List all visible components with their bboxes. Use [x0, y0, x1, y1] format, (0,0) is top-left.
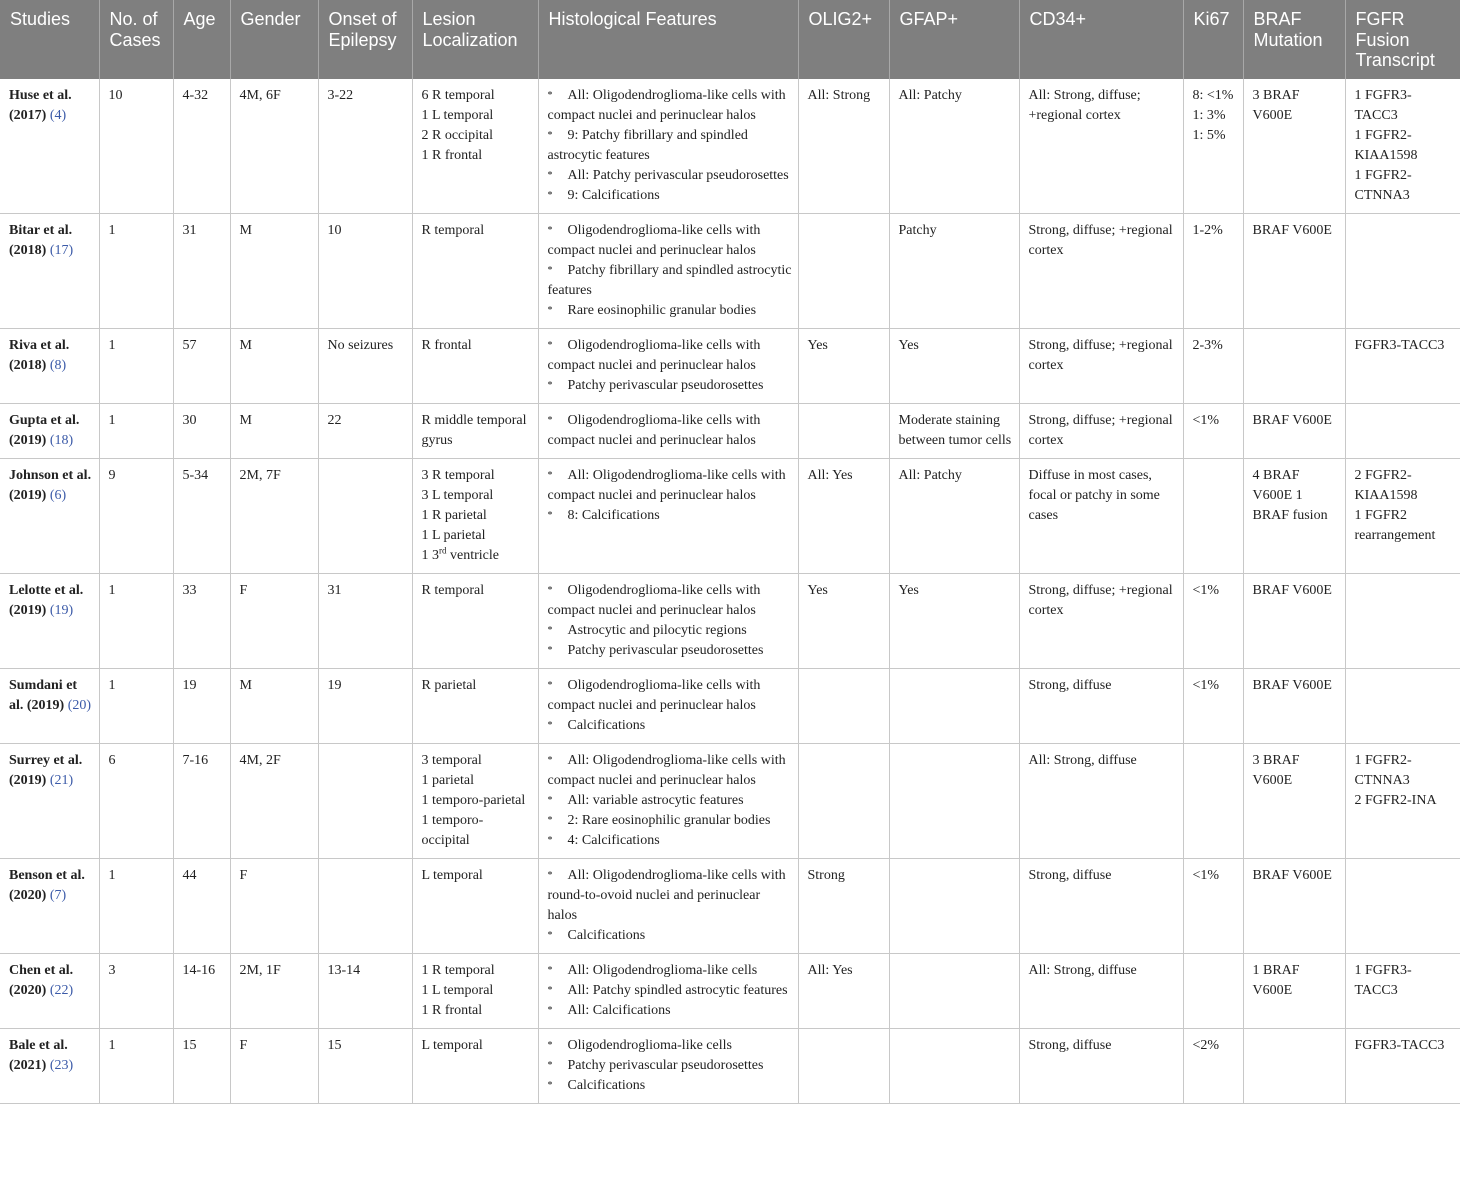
- cd34-cell: Strong, diffuse; +regional cortex: [1019, 404, 1183, 459]
- cell-line: 6 R temporal: [421, 88, 495, 103]
- bullet-icon: *: [547, 510, 553, 521]
- age-cell: 15: [173, 1029, 230, 1104]
- bullet-icon: *: [547, 265, 553, 276]
- onset-cell: 15: [318, 1029, 412, 1104]
- cases-cell: 1: [99, 329, 173, 404]
- header-olig2: OLIG2+: [798, 0, 889, 79]
- bullet-item: * Patchy perivascular pseudorosettes: [548, 641, 792, 661]
- header-row: [0, 0, 1460, 79]
- table-row: [0, 329, 1460, 404]
- cases-cell: 3: [99, 954, 173, 1029]
- ki67-cell: [1183, 459, 1243, 574]
- lesion-cell: [412, 954, 538, 1029]
- bullet-item: * Oligodendroglioma-like cells: [548, 1036, 792, 1056]
- cell-line: R parietal: [421, 678, 477, 693]
- cell-line: 1 FGFR3-TACC3: [1354, 963, 1412, 998]
- ki67-cell: [1183, 574, 1243, 669]
- bullet-icon: *: [547, 190, 553, 201]
- braf-cell: BRAF V600E: [1243, 574, 1345, 669]
- bullet-item: * 8: Calcifications: [548, 506, 792, 526]
- onset-cell: 22: [318, 404, 412, 459]
- age-cell: 14-16: [173, 954, 230, 1029]
- bullet-icon: *: [547, 680, 553, 691]
- bullet-icon: *: [547, 835, 553, 846]
- fgfr-cell: [1345, 329, 1460, 404]
- bullet-item: * Patchy fibrillary and spindled astrocytic features: [547, 263, 792, 298]
- cell-line: <1%: [1192, 413, 1220, 428]
- age-cell: 33: [173, 574, 230, 669]
- cell-line: 1 L parietal: [421, 528, 486, 543]
- cell-line: 1-2%: [1192, 223, 1223, 238]
- histology-cell: [538, 954, 798, 1029]
- table-row: [0, 574, 1460, 669]
- table-row: [0, 1029, 1460, 1104]
- olig2-cell: Yes: [798, 574, 889, 669]
- reference-link[interactable]: (22): [49, 983, 74, 998]
- bullet-icon: *: [547, 965, 553, 976]
- table-row: [0, 669, 1460, 744]
- study-name: Surrey et al. (2019): [9, 753, 83, 788]
- cases-cell: 1: [99, 574, 173, 669]
- cases-cell: 1: [99, 669, 173, 744]
- bullet-item: * Oligodendroglioma-like cells with compact nuclei and perinuclear halos: [547, 678, 761, 713]
- study-cell: [0, 744, 99, 859]
- lesion-cell: [412, 329, 538, 404]
- cases-cell: 1: [99, 1029, 173, 1104]
- study-name: Huse et al. (2017): [9, 88, 72, 123]
- bullet-item: * Calcifications: [548, 1076, 792, 1096]
- cd34-cell: Diffuse in most cases, focal or patchy in some cases: [1019, 459, 1183, 574]
- reference-link[interactable]: (19): [49, 603, 74, 618]
- bullet-icon: *: [547, 870, 553, 881]
- reference-link[interactable]: (17): [49, 243, 74, 258]
- onset-cell: No seizures: [318, 329, 412, 404]
- bullet-icon: *: [547, 815, 553, 826]
- bullet-item: * 9: Patchy fibrillary and spindled astrocytic features: [547, 128, 748, 163]
- bullet-item: * All: Patchy spindled astrocytic features: [548, 981, 792, 1001]
- gender-cell: F: [230, 574, 318, 669]
- braf-cell: [1243, 329, 1345, 404]
- study-cell: [0, 329, 99, 404]
- cell-line: 3 temporal: [421, 753, 482, 768]
- braf-cell: BRAF V600E: [1243, 404, 1345, 459]
- fgfr-cell: [1345, 954, 1460, 1029]
- cd34-cell: All: Strong, diffuse: [1019, 744, 1183, 859]
- reference-link[interactable]: (20): [67, 698, 92, 713]
- bullet-icon: *: [547, 1005, 553, 1016]
- fgfr-cell: [1345, 79, 1460, 214]
- cell-line: 1 temporo-occipital: [421, 813, 484, 848]
- table-row: [0, 79, 1460, 214]
- age-cell: 44: [173, 859, 230, 954]
- cell-line: <1%: [1192, 678, 1220, 693]
- bullet-item: * 2: Rare eosinophilic granular bodies: [548, 811, 792, 831]
- bullet-item: * Calcifications: [548, 716, 792, 736]
- olig2-cell: [798, 669, 889, 744]
- cell-line: 1 L temporal: [421, 983, 494, 998]
- header-cd34: CD34+: [1019, 0, 1183, 79]
- study-cell: [0, 459, 99, 574]
- fgfr-cell: [1345, 1029, 1460, 1104]
- gfap-cell: Yes: [889, 574, 1019, 669]
- olig2-cell: [798, 214, 889, 329]
- cell-line: 1 R temporal: [421, 963, 495, 978]
- bullet-item: * 9: Calcifications: [548, 186, 792, 206]
- gender-cell: M: [230, 214, 318, 329]
- table-row: [0, 214, 1460, 329]
- cd34-cell: Strong, diffuse: [1019, 859, 1183, 954]
- braf-cell: BRAF V600E: [1243, 669, 1345, 744]
- gfap-cell: Patchy: [889, 214, 1019, 329]
- bullet-item: * All: Oligodendroglioma-like cells with compact nuclei and perinuclear halos: [547, 468, 786, 503]
- header-gfap: GFAP+: [889, 0, 1019, 79]
- study-name: Bitar et al. (2018): [9, 223, 73, 258]
- ki67-cell: [1183, 1029, 1243, 1104]
- cases-cell: 6: [99, 744, 173, 859]
- lesion-cell: [412, 669, 538, 744]
- study-name: Sumdani et al. (2019): [9, 678, 78, 713]
- study-cell: [0, 1029, 99, 1104]
- age-cell: 30: [173, 404, 230, 459]
- olig2-cell: All: Strong: [798, 79, 889, 214]
- lesion-cell: [412, 574, 538, 669]
- ki67-cell: [1183, 744, 1243, 859]
- gfap-cell: All: Patchy: [889, 459, 1019, 574]
- header-studies: Studies: [0, 0, 99, 79]
- superscript: rd: [439, 545, 447, 556]
- cd34-cell: Strong, diffuse; +regional cortex: [1019, 329, 1183, 404]
- cell-line: R frontal: [421, 338, 472, 353]
- gender-cell: F: [230, 859, 318, 954]
- study-name: Bale et al. (2021): [9, 1038, 68, 1073]
- gender-cell: M: [230, 669, 318, 744]
- cell-line: 1 FGFR2-CTNNA3: [1354, 753, 1412, 788]
- cell-line: L temporal: [421, 868, 483, 883]
- histology-cell: [538, 1029, 798, 1104]
- age-cell: 7-16: [173, 744, 230, 859]
- onset-cell: 19: [318, 669, 412, 744]
- gender-cell: F: [230, 1029, 318, 1104]
- olig2-cell: All: Yes: [798, 459, 889, 574]
- header-braf: BRAF Mutation: [1243, 0, 1345, 79]
- bullet-icon: *: [547, 720, 553, 731]
- gender-cell: 4M, 6F: [230, 79, 318, 214]
- cases-cell: 1: [99, 404, 173, 459]
- age-cell: 5-34: [173, 459, 230, 574]
- fgfr-cell: [1345, 859, 1460, 954]
- cell-line: 1 FGFR2 rearrangement: [1354, 508, 1436, 543]
- histology-cell: [538, 574, 798, 669]
- study-name: Chen et al. (2020): [9, 963, 74, 998]
- bullet-icon: *: [547, 1080, 553, 1091]
- histology-cell: [538, 404, 798, 459]
- age-cell: 4-32: [173, 79, 230, 214]
- cell-line: 8: <1%: [1192, 88, 1234, 103]
- bullet-item: * Patchy perivascular pseudorosettes: [548, 376, 792, 396]
- age-cell: 57: [173, 329, 230, 404]
- onset-cell: [318, 459, 412, 574]
- bullet-icon: *: [547, 305, 553, 316]
- fgfr-cell: [1345, 744, 1460, 859]
- reference-link[interactable]: (8): [49, 358, 67, 373]
- lesion-cell: [412, 404, 538, 459]
- bullet-item: * All: variable astrocytic features: [548, 791, 792, 811]
- study-cell: [0, 79, 99, 214]
- gfap-cell: Yes: [889, 329, 1019, 404]
- fgfr-cell: [1345, 669, 1460, 744]
- table-row: [0, 459, 1460, 574]
- cd34-cell: All: Strong, diffuse; +regional cortex: [1019, 79, 1183, 214]
- bullet-icon: *: [547, 625, 553, 636]
- ki67-cell: [1183, 669, 1243, 744]
- header-cases: No. of Cases: [99, 0, 173, 79]
- histology-cell: [538, 744, 798, 859]
- gfap-cell: [889, 954, 1019, 1029]
- olig2-cell: Strong: [798, 859, 889, 954]
- cell-line: FGFR3-TACC3: [1354, 1038, 1445, 1053]
- study-name: Johnson et al. (2019): [9, 468, 92, 503]
- olig2-cell: Yes: [798, 329, 889, 404]
- bullet-icon: *: [547, 1060, 553, 1071]
- cell-line: <2%: [1192, 1038, 1220, 1053]
- bullet-icon: *: [547, 585, 553, 596]
- gender-cell: 2M, 1F: [230, 954, 318, 1029]
- fgfr-cell: [1345, 459, 1460, 574]
- gfap-cell: All: Patchy: [889, 79, 1019, 214]
- gfap-cell: Moderate staining between tumor cells: [889, 404, 1019, 459]
- cell-line: R temporal: [421, 223, 485, 238]
- onset-cell: 3-22: [318, 79, 412, 214]
- braf-cell: 3 BRAF V600E: [1243, 744, 1345, 859]
- bullet-item: * All: Oligodendroglioma-like cells with compact nuclei and perinuclear halos: [547, 753, 786, 788]
- bullet-item: * 4: Calcifications: [548, 831, 792, 851]
- bullet-icon: *: [547, 340, 553, 351]
- gfap-cell: [889, 744, 1019, 859]
- cell-line: 1 temporo-parietal: [421, 793, 526, 808]
- bullet-icon: *: [547, 225, 553, 236]
- histology-cell: [538, 329, 798, 404]
- lesion-cell: [412, 859, 538, 954]
- cell-line: 3 R temporal: [421, 468, 495, 483]
- olig2-cell: [798, 744, 889, 859]
- reference-link[interactable]: (18): [49, 433, 74, 448]
- age-cell: 31: [173, 214, 230, 329]
- bullet-item: * All: Patchy perivascular pseudorosettes: [548, 166, 792, 186]
- cell-line: <1%: [1192, 868, 1220, 883]
- reference-link[interactable]: (23): [49, 1058, 74, 1073]
- cd34-cell: All: Strong, diffuse: [1019, 954, 1183, 1029]
- olig2-cell: [798, 404, 889, 459]
- cell-line: 1 R frontal: [421, 148, 483, 163]
- cell-line: 1 L temporal: [421, 108, 494, 123]
- bullet-icon: *: [547, 470, 553, 481]
- onset-cell: [318, 744, 412, 859]
- bullet-item: * Astrocytic and pilocytic regions: [548, 621, 792, 641]
- cell-line: 1 FGFR2-KIAA1598: [1354, 128, 1418, 163]
- lesion-cell: [412, 459, 538, 574]
- cell-line: 2 R occipital: [421, 128, 494, 143]
- gfap-cell: [889, 669, 1019, 744]
- gender-cell: 2M, 7F: [230, 459, 318, 574]
- cell-line: 1 3rd ventricle: [421, 545, 499, 563]
- ki67-cell: [1183, 859, 1243, 954]
- cd34-cell: Strong, diffuse; +regional cortex: [1019, 574, 1183, 669]
- gfap-cell: [889, 1029, 1019, 1104]
- bullet-item: * All: Oligodendroglioma-like cells with round-to-ovoid nuclei and perinuclear halos: [547, 868, 786, 923]
- header-gender: Gender: [230, 0, 318, 79]
- bullet-item: * Rare eosinophilic granular bodies: [548, 301, 792, 321]
- histology-cell: [538, 214, 798, 329]
- bullet-icon: *: [547, 795, 553, 806]
- study-name: Gupta et al. (2019): [9, 413, 80, 448]
- bullet-icon: *: [547, 645, 553, 656]
- bullet-item: * Oligodendroglioma-like cells with compact nuclei and perinuclear halos: [547, 413, 761, 448]
- histology-cell: [538, 669, 798, 744]
- cases-cell: 9: [99, 459, 173, 574]
- histology-cell: [538, 79, 798, 214]
- braf-cell: BRAF V600E: [1243, 859, 1345, 954]
- age-cell: 19: [173, 669, 230, 744]
- ki67-cell: [1183, 954, 1243, 1029]
- study-cell: [0, 574, 99, 669]
- olig2-cell: [798, 1029, 889, 1104]
- bullet-icon: *: [547, 985, 553, 996]
- study-name: Lelotte et al. (2019): [9, 583, 84, 618]
- braf-cell: 1 BRAF V600E: [1243, 954, 1345, 1029]
- study-cell: [0, 404, 99, 459]
- fgfr-cell: [1345, 574, 1460, 669]
- onset-cell: 31: [318, 574, 412, 669]
- cell-line: 1 R parietal: [421, 508, 487, 523]
- header-lesion: Lesion Localization: [412, 0, 538, 79]
- bullet-item: * Oligodendroglioma-like cells with compact nuclei and perinuclear halos: [547, 338, 761, 373]
- reference-link[interactable]: (4): [49, 108, 67, 123]
- cell-line: 3 L temporal: [421, 488, 494, 503]
- study-cell: [0, 954, 99, 1029]
- ki67-cell: [1183, 404, 1243, 459]
- cell-line: 2 FGFR2-KIAA1598: [1354, 468, 1418, 503]
- table-body: [0, 79, 1460, 1104]
- bullet-item: * Calcifications: [548, 926, 792, 946]
- fgfr-cell: [1345, 214, 1460, 329]
- cell-line: 2-3%: [1192, 338, 1223, 353]
- braf-cell: 3 BRAF V600E: [1243, 79, 1345, 214]
- bullet-item: * All: Calcifications: [548, 1001, 792, 1021]
- ki67-cell: [1183, 214, 1243, 329]
- table-row: [0, 404, 1460, 459]
- bullet-item: * Patchy perivascular pseudorosettes: [548, 1056, 792, 1076]
- study-name: Riva et al. (2018): [9, 338, 70, 373]
- gender-cell: M: [230, 404, 318, 459]
- header-histology: Histological Features: [538, 0, 798, 79]
- ki67-cell: [1183, 79, 1243, 214]
- cell-line: 1: 5%: [1192, 128, 1226, 143]
- bullet-item: * All: Oligodendroglioma-like cells with compact nuclei and perinuclear halos: [547, 88, 786, 123]
- onset-cell: 13-14: [318, 954, 412, 1029]
- braf-cell: [1243, 1029, 1345, 1104]
- cell-line: 2 FGFR2-INA: [1354, 793, 1437, 808]
- reference-link[interactable]: (6): [49, 488, 67, 503]
- olig2-cell: All: Yes: [798, 954, 889, 1029]
- cases-cell: 1: [99, 214, 173, 329]
- lesion-cell: [412, 1029, 538, 1104]
- bullet-icon: *: [547, 170, 553, 181]
- header-onset: Onset of Epilepsy: [318, 0, 412, 79]
- bullet-item: * Oligodendroglioma-like cells with compact nuclei and perinuclear halos: [547, 583, 761, 618]
- study-cell: [0, 214, 99, 329]
- histology-cell: [538, 459, 798, 574]
- reference-link[interactable]: (21): [49, 773, 74, 788]
- bullet-icon: *: [547, 755, 553, 766]
- cell-line: L temporal: [421, 1038, 483, 1053]
- braf-cell: 4 BRAF V600E 1 BRAF fusion: [1243, 459, 1345, 574]
- gender-cell: 4M, 2F: [230, 744, 318, 859]
- onset-cell: [318, 859, 412, 954]
- study-cell: [0, 669, 99, 744]
- cell-line: 1 R frontal: [421, 1003, 483, 1018]
- fgfr-cell: [1345, 404, 1460, 459]
- lesion-cell: [412, 79, 538, 214]
- bullet-icon: *: [547, 1040, 553, 1051]
- bullet-item: * Oligodendroglioma-like cells with compact nuclei and perinuclear halos: [547, 223, 761, 258]
- header-fgfr: FGFR Fusion Transcript: [1345, 0, 1460, 79]
- cell-line: 1 FGFR2-CTNNA3: [1354, 168, 1412, 203]
- cell-line: <1%: [1192, 583, 1220, 598]
- cell-line: R temporal: [421, 583, 485, 598]
- lesion-cell: [412, 214, 538, 329]
- table-row: [0, 859, 1460, 954]
- gender-cell: M: [230, 329, 318, 404]
- cell-line: 1: 3%: [1192, 108, 1226, 123]
- lesion-cell: [412, 744, 538, 859]
- cell-line: R middle temporal gyrus: [421, 413, 527, 448]
- cell-line: 1 FGFR3-TACC3: [1354, 88, 1412, 123]
- cases-cell: 1: [99, 859, 173, 954]
- cd34-cell: Strong, diffuse; +regional cortex: [1019, 214, 1183, 329]
- braf-cell: BRAF V600E: [1243, 214, 1345, 329]
- header-ki67: Ki67: [1183, 0, 1243, 79]
- ki67-cell: [1183, 329, 1243, 404]
- bullet-item: * All: Oligodendroglioma-like cells: [548, 961, 792, 981]
- bullet-icon: *: [547, 930, 553, 941]
- cell-line: 1 parietal: [421, 773, 474, 788]
- bullet-icon: *: [547, 130, 553, 141]
- bullet-icon: *: [547, 380, 553, 391]
- cd34-cell: Strong, diffuse: [1019, 1029, 1183, 1104]
- histology-cell: [538, 859, 798, 954]
- table-row: [0, 954, 1460, 1029]
- gfap-cell: [889, 859, 1019, 954]
- bullet-icon: *: [547, 90, 553, 101]
- onset-cell: 10: [318, 214, 412, 329]
- reference-link[interactable]: (7): [49, 888, 67, 903]
- table-row: [0, 744, 1460, 859]
- study-cell: [0, 859, 99, 954]
- header-age: Age: [173, 0, 230, 79]
- cd34-cell: Strong, diffuse: [1019, 669, 1183, 744]
- cell-line: FGFR3-TACC3: [1354, 338, 1445, 353]
- cases-cell: 10: [99, 79, 173, 214]
- bullet-icon: *: [547, 415, 553, 426]
- study-name: Benson et al. (2020): [9, 868, 85, 903]
